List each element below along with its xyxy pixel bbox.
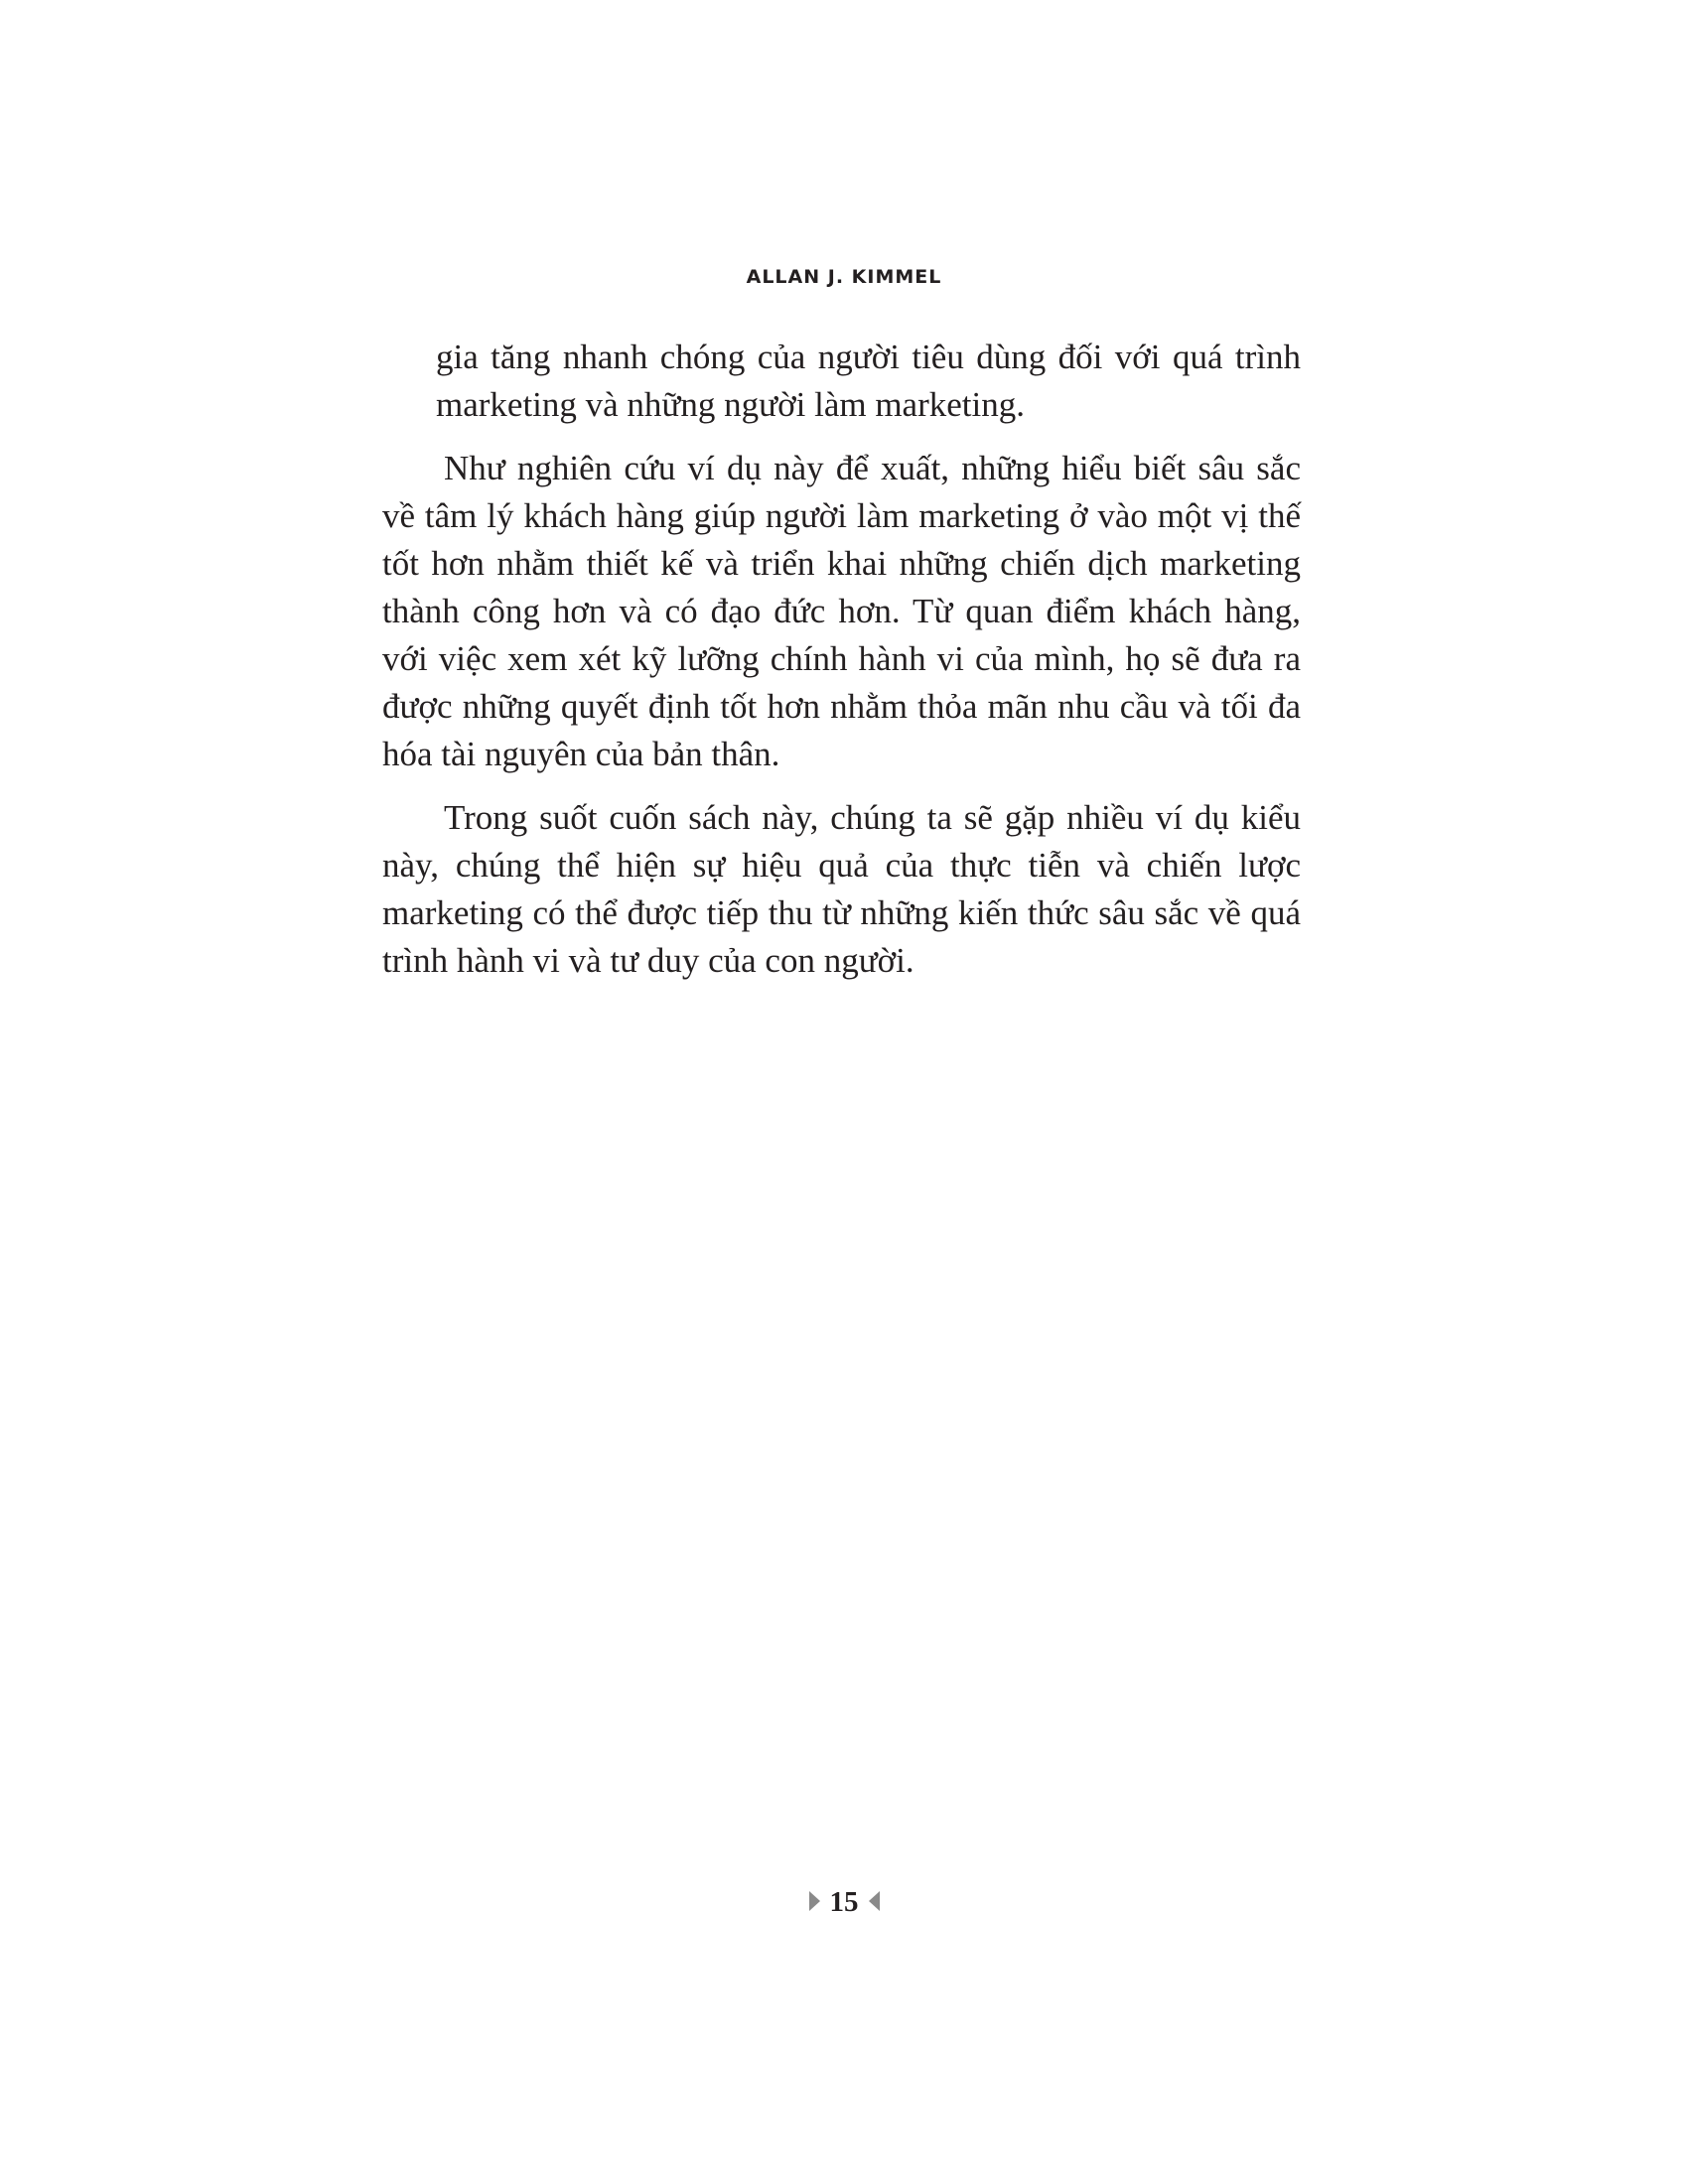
page-number: 15 [829, 1886, 859, 1918]
paragraph-continuation: gia tăng nhanh chóng của người tiêu dùng đối với quá trình marketing và những người làm marketing. [436, 338, 1301, 424]
running-head-author: ALLAN J. KIMMEL [746, 266, 942, 288]
paragraph: Trong suốt cuốn sách này, chúng ta sẽ gặp nhiều ví dụ kiểu này, chúng thể hiện sự hiệu quả của thực tiễn và chiến lược marketing có thể được tiếp thu từ những kiến thức sâu sắc về quá trình hành vi và tư duy của con người. [382, 798, 1301, 980]
triangle-right-icon [809, 1891, 820, 1911]
body-text [382, 334, 1301, 1001]
triangle-left-icon [869, 1891, 880, 1911]
paragraph: Như nghiên cứu ví dụ này để xuất, những hiểu biết sâu sắc về tâm lý khách hàng giúp người làm marketing ở vào một vị thế tốt hơn nhằm thiết kế và triển khai những chiến dịch marketing thành công hơn và có đạo đức hơn. Từ quan điểm khách hàng, với việc xem xét kỹ lưỡng chính hành vi của mình, họ sẽ đưa ra được những quyết định tốt hơn nhằm thỏa mãn nhu cầu và tối đa hóa tài nguyên của bản thân. [382, 449, 1301, 773]
page-number-folio [0, 1886, 1688, 1919]
